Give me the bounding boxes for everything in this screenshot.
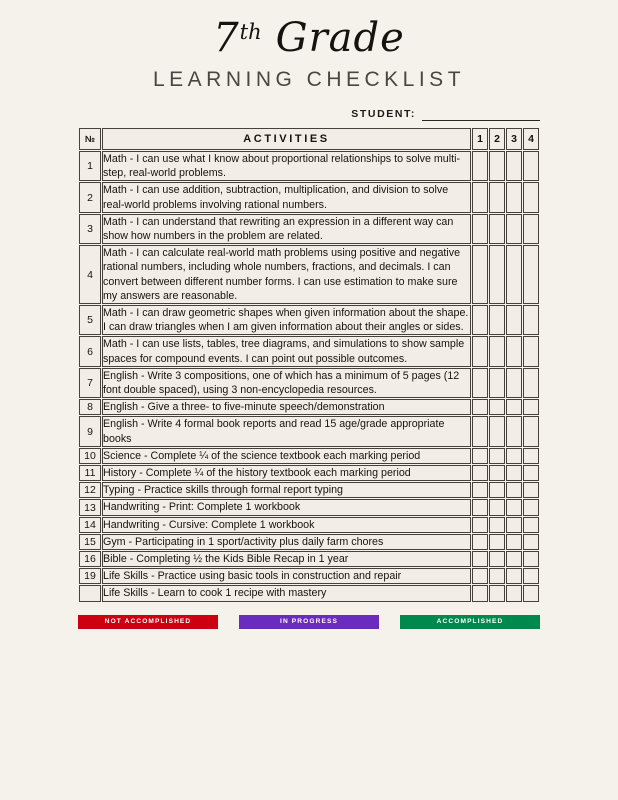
row-checkbox-cell-3[interactable] (506, 416, 522, 446)
row-number: 4 (79, 245, 101, 304)
title-grade-word: Grade (275, 15, 405, 61)
row-checkbox-cell-2[interactable] (489, 368, 505, 398)
table-header-row (79, 128, 539, 150)
row-activity-text: Math - I can understand that rewriting an expression in a different way can show how numbers in the problem are related. (102, 214, 471, 244)
row-checkbox-cell-2[interactable] (489, 568, 505, 584)
row-checkbox-cell-4[interactable] (523, 214, 539, 244)
table-row (79, 534, 539, 550)
row-checkbox-cell-4[interactable] (523, 399, 539, 415)
table-row (79, 368, 539, 398)
row-activity-text: Life Skills - Practice using basic tools in construction and repair (102, 568, 471, 584)
row-checkbox-cell-3[interactable] (506, 499, 522, 515)
row-checkbox-cell-3[interactable] (506, 368, 522, 398)
row-activity-text: Life Skills - Learn to cook 1 recipe with mastery (102, 585, 471, 601)
row-number: 9 (79, 416, 101, 446)
row-checkbox-cell-1[interactable] (472, 465, 488, 481)
row-checkbox-cell-3[interactable] (506, 336, 522, 366)
row-checkbox-cell-1[interactable] (472, 585, 488, 601)
row-number: 1 (79, 151, 101, 181)
checklist-table (78, 127, 540, 603)
row-checkbox-cell-4[interactable] (523, 585, 539, 601)
row-checkbox-cell-2[interactable] (489, 305, 505, 335)
row-checkbox-cell-4[interactable] (523, 465, 539, 481)
row-checkbox-cell-3[interactable] (506, 214, 522, 244)
row-checkbox-cell-1[interactable] (472, 482, 488, 498)
checklist-table-header (79, 128, 539, 150)
row-checkbox-cell-2[interactable] (489, 416, 505, 446)
row-checkbox-cell-4[interactable] (523, 568, 539, 584)
row-checkbox-cell-1[interactable] (472, 305, 488, 335)
header-number-column: № (79, 128, 101, 150)
header-mark-column-2: 2 (489, 128, 505, 150)
row-checkbox-cell-1[interactable] (472, 551, 488, 567)
page-header (0, 0, 618, 121)
row-checkbox-cell-2[interactable] (489, 182, 505, 212)
row-checkbox-cell-1[interactable] (472, 517, 488, 533)
row-activity-text: Math - I can draw geometric shapes when given information about the shape. I can draw triangles when I am given information about their angles or sides. (102, 305, 471, 335)
row-checkbox-cell-1[interactable] (472, 336, 488, 366)
legend-item[interactable]: IN PROGRESS (239, 615, 379, 629)
row-activity-text: Bible - Completing ½ the Kids Bible Recap in 1 year (102, 551, 471, 567)
table-row (79, 416, 539, 446)
title-grade-number: 7 (213, 15, 240, 61)
row-checkbox-cell-4[interactable] (523, 499, 539, 515)
row-activity-text: Science - Complete ¼ of the science textbook each marking period (102, 448, 471, 464)
row-checkbox-cell-3[interactable] (506, 245, 522, 304)
legend-item[interactable]: ACCOMPLISHED (400, 615, 540, 629)
row-activity-text: English - Write 4 formal book reports and read 15 age/grade appropriate books (102, 416, 471, 446)
row-checkbox-cell-1[interactable] (472, 416, 488, 446)
status-legend (78, 615, 540, 629)
row-checkbox-cell-3[interactable] (506, 465, 522, 481)
row-checkbox-cell-4[interactable] (523, 534, 539, 550)
row-activity-text: Math - I can use what I know about proportional relationships to solve multi-step, real-world problems. (102, 151, 471, 181)
row-number: 11 (79, 465, 101, 481)
student-label: STUDENT: (351, 108, 416, 120)
student-field-row (0, 108, 618, 121)
row-checkbox-cell-1[interactable] (472, 448, 488, 464)
table-row (79, 517, 539, 533)
row-checkbox-cell-4[interactable] (523, 482, 539, 498)
row-checkbox-cell-2[interactable] (489, 499, 505, 515)
header-mark-column-4: 4 (523, 128, 539, 150)
row-checkbox-cell-4[interactable] (523, 305, 539, 335)
row-checkbox-cell-1[interactable] (472, 151, 488, 181)
row-checkbox-cell-4[interactable] (523, 448, 539, 464)
row-activity-text: Math - I can use lists, tables, tree diagrams, and simulations to show sample spaces for compound events. I can point out possible outcomes. (102, 336, 471, 366)
row-number: 12 (79, 482, 101, 498)
table-row (79, 568, 539, 584)
row-number: 2 (79, 182, 101, 212)
table-row (79, 214, 539, 244)
table-row (79, 499, 539, 515)
row-activity-text: Typing - Practice skills through formal report typing (102, 482, 471, 498)
checklist-table-body (79, 151, 539, 602)
row-number: 16 (79, 551, 101, 567)
row-checkbox-cell-3[interactable] (506, 182, 522, 212)
row-checkbox-cell-1[interactable] (472, 245, 488, 304)
row-checkbox-cell-2[interactable] (489, 585, 505, 601)
row-number: 6 (79, 336, 101, 366)
row-checkbox-cell-3[interactable] (506, 517, 522, 533)
row-activity-text: English - Give a three- to five-minute speech/demonstration (102, 399, 471, 415)
table-row (79, 305, 539, 335)
header-mark-column-1: 1 (472, 128, 488, 150)
row-checkbox-cell-3[interactable] (506, 551, 522, 567)
row-checkbox-cell-2[interactable] (489, 551, 505, 567)
row-activity-text: Gym - Participating in 1 sport/activity plus daily farm chores (102, 534, 471, 550)
row-number: 10 (79, 448, 101, 464)
row-checkbox-cell-2[interactable] (489, 399, 505, 415)
table-row (79, 336, 539, 366)
table-row (79, 151, 539, 181)
row-checkbox-cell-4[interactable] (523, 551, 539, 567)
row-checkbox-cell-3[interactable] (506, 151, 522, 181)
row-checkbox-cell-1[interactable] (472, 368, 488, 398)
header-activities-column: ACTIVITIES (102, 128, 471, 150)
row-number (79, 585, 101, 601)
row-checkbox-cell-2[interactable] (489, 336, 505, 366)
row-checkbox-cell-4[interactable] (523, 182, 539, 212)
row-checkbox-cell-3[interactable] (506, 534, 522, 550)
row-checkbox-cell-4[interactable] (523, 517, 539, 533)
row-checkbox-cell-1[interactable] (472, 499, 488, 515)
table-row (79, 482, 539, 498)
row-checkbox-cell-1[interactable] (472, 182, 488, 212)
row-checkbox-cell-2[interactable] (489, 517, 505, 533)
row-checkbox-cell-2[interactable] (489, 151, 505, 181)
page-subtitle: LEARNING CHECKLIST (152, 68, 466, 91)
row-checkbox-cell-2[interactable] (489, 465, 505, 481)
row-activity-text: Math - I can use addition, subtraction, multiplication, and division to solve real-world problems involving rational numbers. (102, 182, 471, 212)
row-checkbox-cell-2[interactable] (489, 534, 505, 550)
row-number: 15 (79, 534, 101, 550)
row-number: 7 (79, 368, 101, 398)
row-checkbox-cell-4[interactable] (523, 368, 539, 398)
row-checkbox-cell-3[interactable] (506, 585, 522, 601)
row-activity-text: Math - I can calculate real-world math problems using positive and negative rational numbers, including whole numbers, fractions, and decimals. I can convert between different number forms. I can use estimation to make sure my answers are reasonable. (102, 245, 471, 304)
table-row (79, 399, 539, 415)
row-checkbox-cell-4[interactable] (523, 151, 539, 181)
row-checkbox-cell-3[interactable] (506, 448, 522, 464)
table-row (79, 245, 539, 304)
row-number: 14 (79, 517, 101, 533)
table-row (79, 448, 539, 464)
row-activity-text: English - Write 3 compositions, one of which has a minimum of 5 pages (12 font double spaced), using 3 non-encyclopedia resources. (102, 368, 471, 398)
title-grade-ordinal-suffix: th (239, 20, 262, 44)
row-checkbox-cell-4[interactable] (523, 416, 539, 446)
page-title (0, 6, 618, 64)
row-number: 5 (79, 305, 101, 335)
row-checkbox-cell-3[interactable] (506, 482, 522, 498)
table-row (79, 182, 539, 212)
row-checkbox-cell-1[interactable] (472, 214, 488, 244)
row-number: 3 (79, 214, 101, 244)
row-checkbox-cell-3[interactable] (506, 399, 522, 415)
row-activity-text: Handwriting - Print: Complete 1 workbook (102, 499, 471, 515)
row-checkbox-cell-2[interactable] (489, 245, 505, 304)
row-checkbox-cell-1[interactable] (472, 568, 488, 584)
row-number: 13 (79, 499, 101, 515)
row-checkbox-cell-2[interactable] (489, 214, 505, 244)
row-checkbox-cell-3[interactable] (506, 305, 522, 335)
legend-item[interactable]: NOT ACCOMPLISHED (78, 615, 218, 629)
row-checkbox-cell-4[interactable] (523, 245, 539, 304)
checklist-table-wrapper (78, 127, 540, 603)
row-checkbox-cell-4[interactable] (523, 336, 539, 366)
row-checkbox-cell-2[interactable] (489, 448, 505, 464)
student-name-input[interactable] (422, 108, 540, 121)
row-number: 19 (79, 568, 101, 584)
row-checkbox-cell-2[interactable] (489, 482, 505, 498)
row-checkbox-cell-1[interactable] (472, 399, 488, 415)
table-row (79, 585, 539, 601)
row-number: 8 (79, 399, 101, 415)
row-activity-text: History - Complete ¼ of the history textbook each marking period (102, 465, 471, 481)
header-mark-column-3: 3 (506, 128, 522, 150)
row-checkbox-cell-1[interactable] (472, 534, 488, 550)
row-checkbox-cell-3[interactable] (506, 568, 522, 584)
row-activity-text: Handwriting - Cursive: Complete 1 workbook (102, 517, 471, 533)
table-row (79, 551, 539, 567)
table-row (79, 465, 539, 481)
